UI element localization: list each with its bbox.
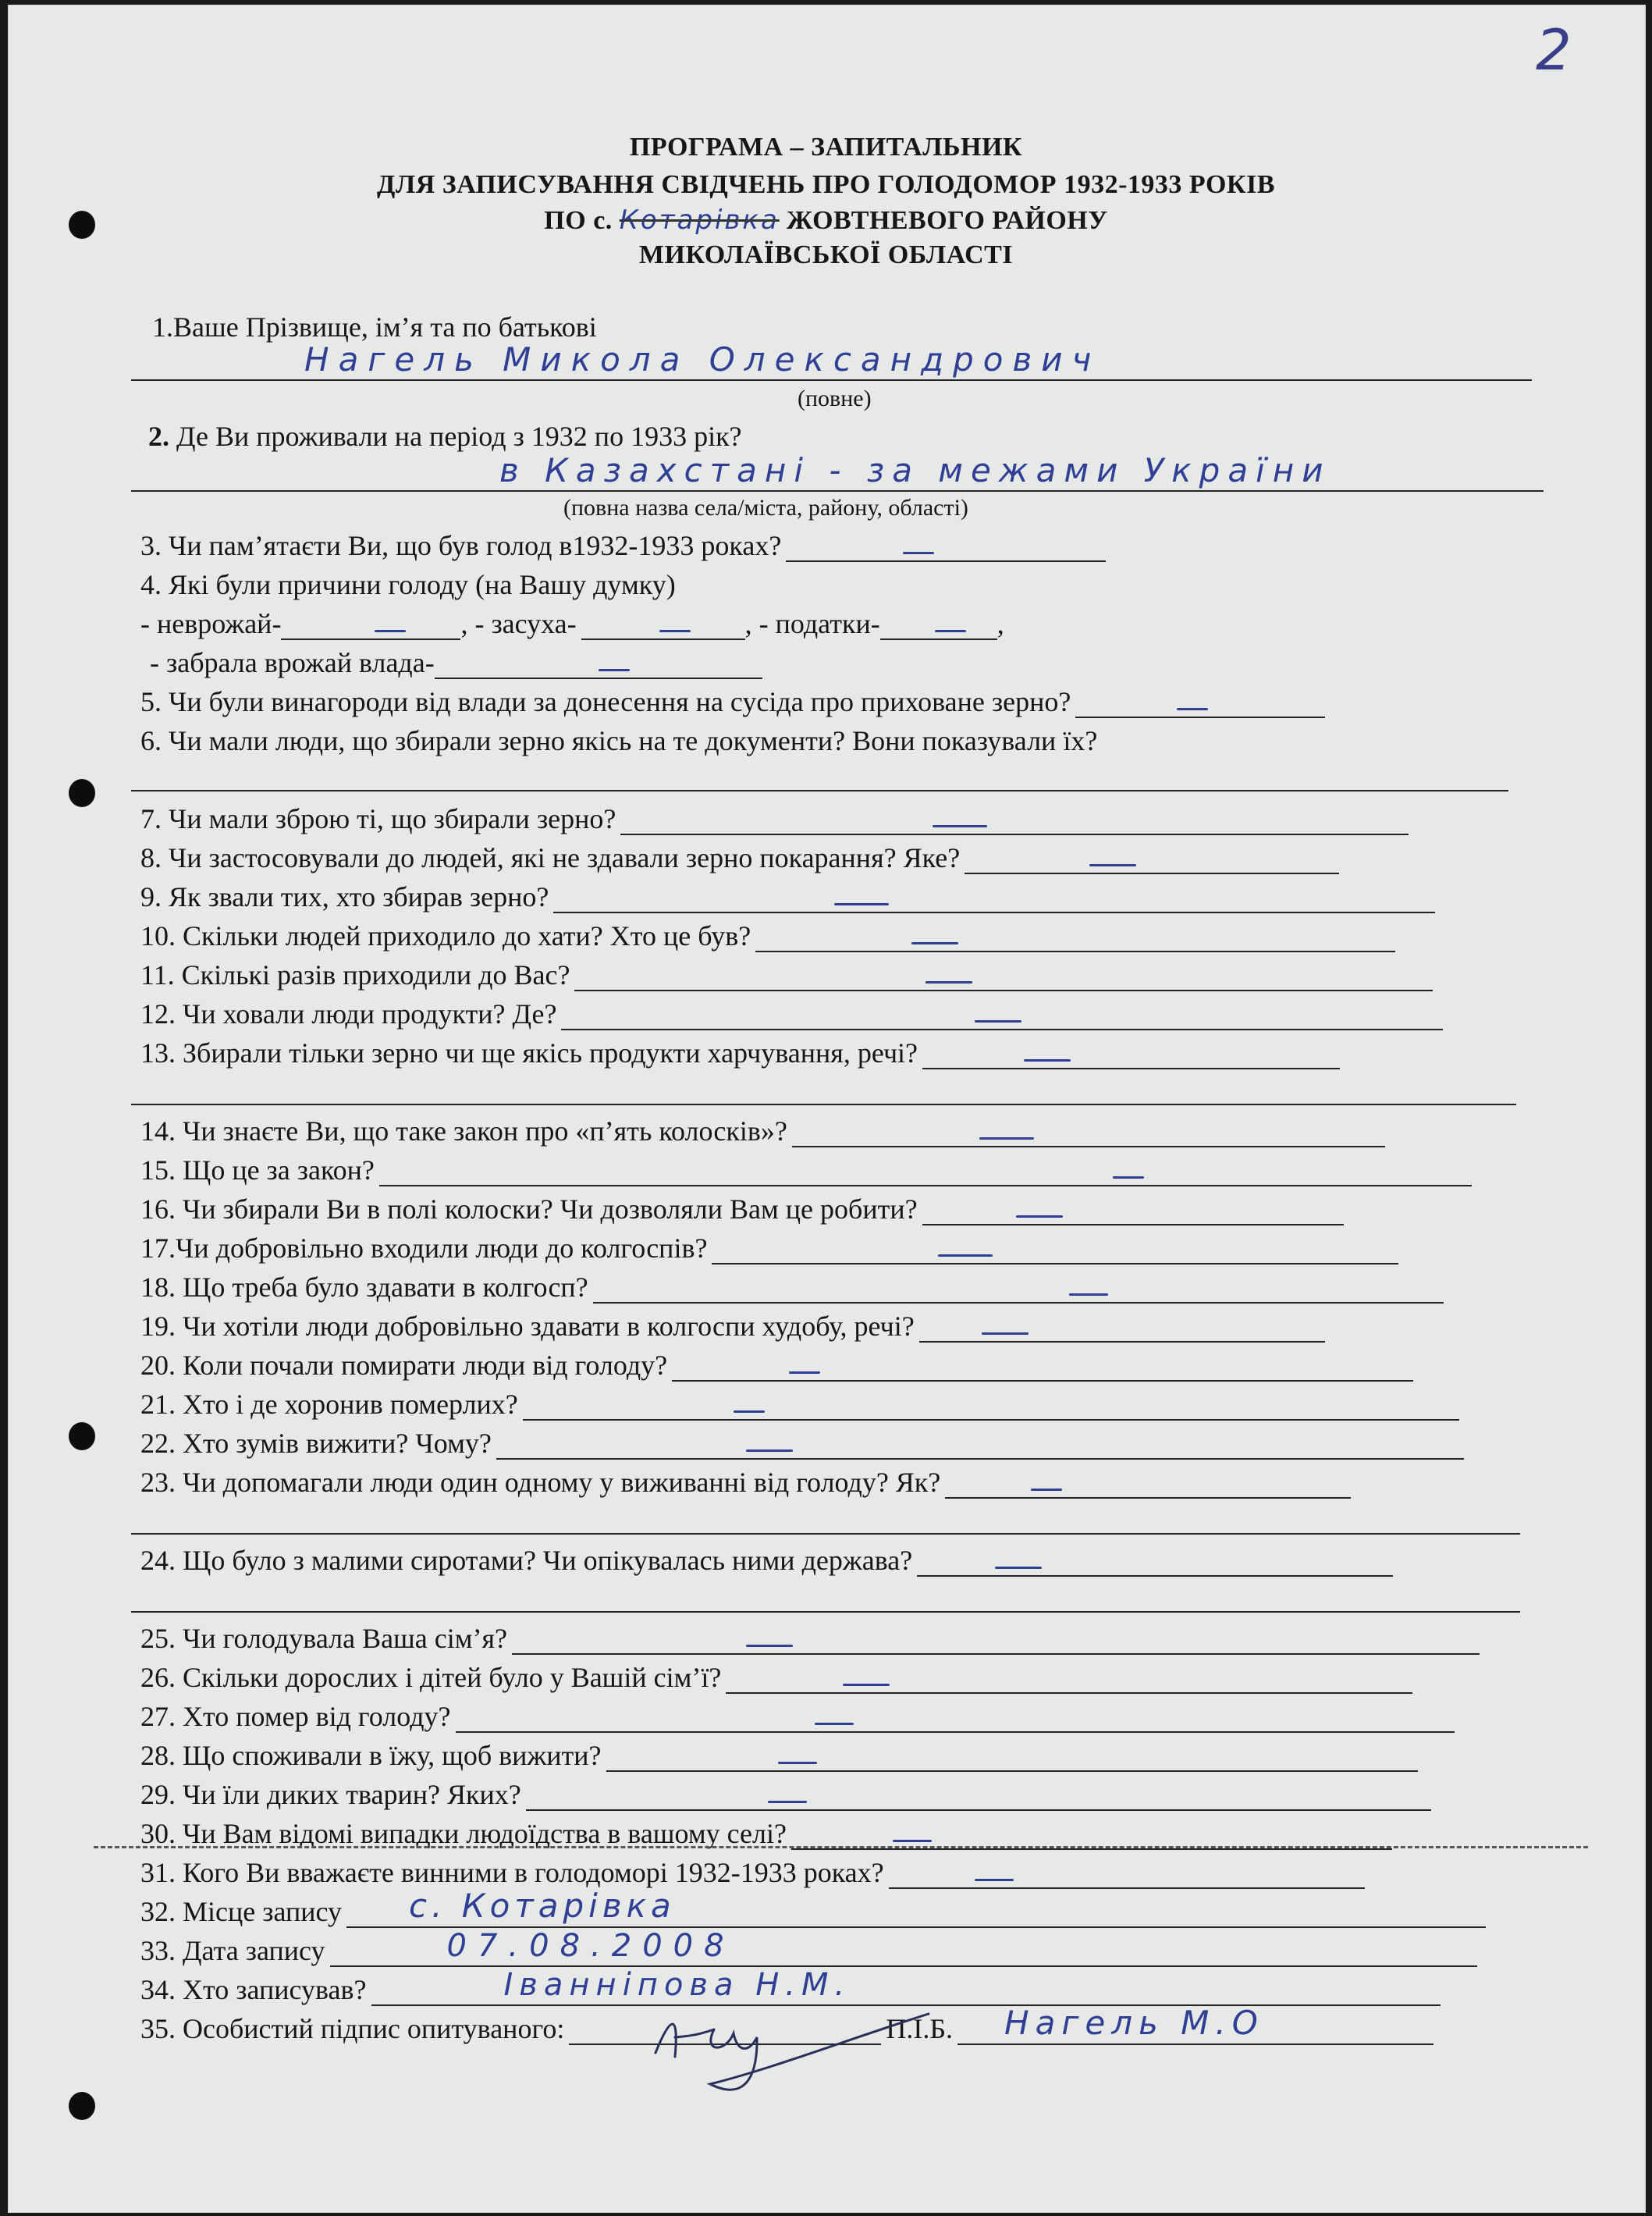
- q5-row: 5. Чи були винагороди від влади за донесення на сусіда про приховане зерно?: [140, 685, 1325, 718]
- q22-answer-line[interactable]: [496, 1436, 1464, 1460]
- q1-hint: (повне): [798, 386, 872, 411]
- q4-taxes-line[interactable]: [880, 617, 997, 640]
- q29-row: 29. Чи їли диких тварин? Яких?: [140, 1778, 1431, 1811]
- q28-row: 28. Що споживали в їжу, щоб вижити?: [140, 1739, 1418, 1772]
- q33-answer: 07.08.2008: [446, 1928, 735, 1964]
- q25-answer-line[interactable]: [512, 1631, 1480, 1655]
- q1-answer: Нагель Микола Олександрович: [304, 340, 1101, 379]
- title-village-prefix: ПО с.: [544, 206, 613, 235]
- q2-hint: (повна назва села/міста, району, області): [563, 495, 968, 521]
- q24-extra-line[interactable]: [131, 1611, 1520, 1613]
- q2-label: 2. Де Ви проживали на період з 1932 по 1933 рік?: [148, 421, 742, 452]
- q6-row: 6. Чи мали люди, що збирали зерно якісь на те документи? Вони показували їх?: [140, 725, 1098, 756]
- q6-answer-line[interactable]: [131, 790, 1508, 791]
- q3-row: 3. Чи пам’ятаєти Ви, що був голод в1932-1933 роках?: [140, 529, 1106, 562]
- q26-row: 26. Скільки дорослих і дітей було у Вашій сім’ї?: [140, 1661, 1412, 1694]
- q23-extra-line[interactable]: [131, 1533, 1520, 1535]
- q27-row: 27. Хто помер від голоду?: [140, 1700, 1455, 1733]
- q1-answer-line[interactable]: [131, 379, 1532, 381]
- q31-row: 31. Кого Ви вважаєте винними в голодоморі 1932-1933 роках?: [140, 1856, 1365, 1889]
- q20-row: 20. Коли почали помирати люди від голоду?: [140, 1349, 1413, 1382]
- q34-answer: Іванніпова Н.М.: [503, 1967, 851, 2003]
- q1-label: 1.Ваше Прізвище, ім’я та по батькові: [152, 311, 597, 343]
- q17-row: 17.Чи добровільно входили люди до колгоспів?: [140, 1232, 1398, 1265]
- village-name-handwritten: Котарівка: [619, 205, 780, 236]
- q18-answer-line[interactable]: [593, 1280, 1444, 1304]
- q28-answer-line[interactable]: [606, 1748, 1418, 1772]
- q32-row: 32. Місце запису с. Котарівка: [140, 1895, 1486, 1928]
- q13-answer-line[interactable]: [922, 1046, 1340, 1069]
- q4-label: 4. Які були причини голоду (на Вашу думку): [140, 569, 676, 600]
- q24-row: 24. Що було з малими сиротами? Чи опікувалась ними держава?: [140, 1544, 1393, 1577]
- q21-row: 21. Хто і де хоронив померлих?: [140, 1388, 1459, 1421]
- q4-drought-line[interactable]: [581, 617, 745, 640]
- dashed-separator: [94, 1846, 1588, 1848]
- q4-options-row: - неврожай- , - засуха- , - податки- ,: [140, 608, 1004, 639]
- q25-row: 25. Чи голодувала Ваша сім’я?: [140, 1622, 1480, 1655]
- punch-hole: [69, 779, 95, 807]
- q23-answer-line[interactable]: [945, 1475, 1351, 1499]
- q4-crop-failure-line[interactable]: [281, 617, 460, 640]
- q22-row: 22. Хто зумів вижити? Чому?: [140, 1427, 1464, 1460]
- q7-row: 7. Чи мали зброю ті, що збирали зерно?: [140, 802, 1409, 835]
- q35-row: 35. Особистий підпис опитуваного: П.І.Б. Нагель М.О: [140, 2012, 1434, 2045]
- q18-row: 18. Що треба було здавати в колгосп?: [140, 1271, 1444, 1304]
- q11-answer-line[interactable]: [574, 968, 1433, 991]
- q13-row: 13. Збирали тільки зерно чи ще якісь продукти харчування, речі?: [140, 1037, 1340, 1069]
- q11-row: 11. Скількі разів приходили до Вас?: [140, 959, 1433, 991]
- q27-answer-line[interactable]: [456, 1709, 1455, 1733]
- q30-row: 30. Чи Вам відомі випадки людоїдства в вашому селі?: [140, 1817, 1392, 1850]
- title-line-2: ДЛЯ ЗАПИСУВАННЯ СВІДЧЕНЬ ПРО ГОЛОДОМОР 1932-1933 РОКІВ: [377, 170, 1275, 199]
- q12-answer-line[interactable]: [561, 1007, 1443, 1030]
- punch-hole: [69, 2092, 95, 2120]
- q3-answer-line[interactable]: [786, 539, 1106, 562]
- title-line-4: МИКОЛАЇВСЬКОЇ ОБЛАСТІ: [638, 240, 1014, 269]
- q7-answer-line[interactable]: [620, 812, 1409, 835]
- q4-option-4-row: - забрала врожай влада-: [150, 646, 762, 679]
- title-district: ЖОВТНЕВОГО РАЙОНУ: [786, 206, 1108, 235]
- q15-answer-line[interactable]: [379, 1163, 1472, 1186]
- q34-row: 34. Хто записував? Іванніпова Н.М.: [140, 1973, 1441, 2006]
- q10-row: 10. Скільки людей приходило до хати? Хто це був?: [140, 919, 1395, 952]
- q4-authorities-line[interactable]: [435, 656, 762, 679]
- q12-row: 12. Чи ховали люди продукти? Де?: [140, 998, 1443, 1030]
- q14-answer-line[interactable]: [792, 1124, 1385, 1147]
- q9-answer-line[interactable]: [553, 890, 1435, 913]
- q16-answer-line[interactable]: [922, 1202, 1344, 1225]
- q14-row: 14. Чи знаєте Ви, що таке закон про «п’ять колосків»?: [140, 1115, 1385, 1147]
- q9-row: 9. Як звали тих, хто збирав зерно?: [140, 880, 1435, 913]
- q5-answer-line[interactable]: [1075, 695, 1325, 718]
- q2-answer-line[interactable]: [131, 490, 1544, 492]
- q19-answer-line[interactable]: [919, 1319, 1325, 1343]
- q21-answer-line[interactable]: [523, 1397, 1459, 1421]
- q35-pib-answer: Нагель М.О: [1004, 2004, 1264, 2042]
- q23-row: 23. Чи допомагали люди один одному у виживанні від голоду? Як?: [140, 1466, 1351, 1499]
- title-line-1: ПРОГРАМА – ЗАПИТАЛЬНИК: [629, 133, 1023, 162]
- q8-answer-line[interactable]: [965, 851, 1339, 874]
- q31-answer-line[interactable]: [889, 1866, 1365, 1889]
- q13-extra-line[interactable]: [131, 1104, 1516, 1105]
- title-line-3: [0, 205, 1652, 236]
- q2-answer: в Казахстані - за межами України: [499, 451, 1331, 489]
- q24-answer-line[interactable]: [917, 1553, 1393, 1577]
- q8-row: 8. Чи застосовували до людей, які не здавали зерно покарання? Яке?: [140, 841, 1339, 874]
- respondent-signature: [640, 1998, 968, 2100]
- q10-answer-line[interactable]: [755, 929, 1395, 952]
- q32-answer: с. Котарівка: [409, 1887, 676, 1925]
- q35-pib-line[interactable]: [957, 2004, 1434, 2045]
- page-number: 2: [1536, 17, 1572, 83]
- q16-row: 16. Чи збирали Ви в полі колоски? Чи дозволяли Вам це робити?: [140, 1193, 1344, 1225]
- q20-answer-line[interactable]: [672, 1358, 1413, 1382]
- q33-row: 33. Дата запису 07.08.2008: [140, 1934, 1477, 1967]
- punch-hole: [69, 1422, 95, 1450]
- q26-answer-line[interactable]: [726, 1670, 1412, 1694]
- q15-row: 15. Що це за закон?: [140, 1154, 1472, 1186]
- q29-answer-line[interactable]: [526, 1787, 1431, 1811]
- q17-answer-line[interactable]: [712, 1241, 1398, 1265]
- q19-row: 19. Чи хотіли люди добровільно здавати в колгоспи худобу, речі?: [140, 1310, 1325, 1343]
